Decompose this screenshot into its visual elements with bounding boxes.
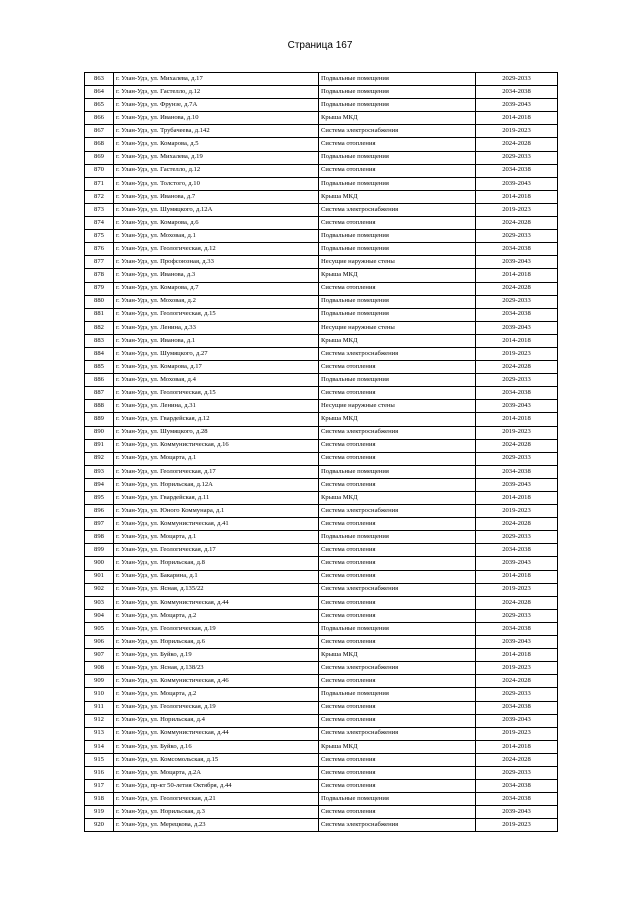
row-number: 911: [85, 701, 114, 714]
row-number: 888: [85, 400, 114, 413]
period-cell: 2039-2043: [476, 321, 558, 334]
address-cell: г. Улан-Удэ, ул. Бакарина, д.1: [114, 570, 319, 583]
address-cell: г. Улан-Удэ, ул. Норильская, д.3: [114, 806, 319, 819]
address-cell: г. Улан-Удэ, ул. Трубачеева, д.142: [114, 125, 319, 138]
row-number: 894: [85, 478, 114, 491]
table-row: [85, 492, 558, 505]
address-cell: г. Улан-Удэ, ул. Фрунзе, д.7А: [114, 99, 319, 112]
period-cell: 2029-2033: [476, 230, 558, 243]
table-row: [85, 400, 558, 413]
period-cell: 2019-2023: [476, 662, 558, 675]
table-row: [85, 557, 558, 570]
table-row: [85, 544, 558, 557]
work-type-cell: Подвальные помещения: [319, 308, 476, 321]
work-type-cell: Система отопления: [319, 387, 476, 400]
period-cell: 2039-2043: [476, 400, 558, 413]
work-type-cell: Подвальные помещения: [319, 531, 476, 544]
row-number: 889: [85, 413, 114, 426]
work-type-cell: Подвальные помещения: [319, 230, 476, 243]
row-number: 916: [85, 766, 114, 779]
row-number: 893: [85, 465, 114, 478]
period-cell: 2029-2033: [476, 73, 558, 86]
row-number: 898: [85, 531, 114, 544]
work-type-cell: Система отопления: [319, 675, 476, 688]
table-row: [85, 649, 558, 662]
period-cell: 2034-2038: [476, 544, 558, 557]
row-number: 912: [85, 714, 114, 727]
table-row: [85, 282, 558, 295]
work-type-cell: Система отопления: [319, 138, 476, 151]
work-type-cell: Подвальные помещения: [319, 793, 476, 806]
period-cell: 2019-2023: [476, 583, 558, 596]
work-type-cell: Система электроснабжения: [319, 426, 476, 439]
table-row: [85, 819, 558, 832]
period-cell: 2014-2018: [476, 649, 558, 662]
work-type-cell: Крыша МКД: [319, 740, 476, 753]
row-number: 892: [85, 452, 114, 465]
table-row: [85, 806, 558, 819]
work-type-cell: Несущие наружные стены: [319, 256, 476, 269]
table-row: [85, 125, 558, 138]
address-cell: г. Улан-Удэ, ул. Иванова, д.1: [114, 334, 319, 347]
period-cell: 2014-2018: [476, 334, 558, 347]
row-number: 882: [85, 321, 114, 334]
period-cell: 2024-2028: [476, 439, 558, 452]
work-type-cell: Система электроснабжения: [319, 203, 476, 216]
period-cell: 2039-2043: [476, 478, 558, 491]
period-cell: 2034-2038: [476, 701, 558, 714]
row-number: 913: [85, 727, 114, 740]
period-cell: 2034-2038: [476, 465, 558, 478]
period-cell: 2034-2038: [476, 164, 558, 177]
row-number: 871: [85, 177, 114, 190]
work-type-cell: Система отопления: [319, 714, 476, 727]
row-number: 914: [85, 740, 114, 753]
address-cell: г. Улан-Удэ, ул. Моцарта, д.1: [114, 452, 319, 465]
address-cell: г. Улан-Удэ, ул. Коммунистическая, д.46: [114, 675, 319, 688]
row-number: 905: [85, 622, 114, 635]
period-cell: 2019-2023: [476, 125, 558, 138]
row-number: 902: [85, 583, 114, 596]
period-cell: 2029-2033: [476, 374, 558, 387]
table-row: [85, 531, 558, 544]
work-type-cell: Крыша МКД: [319, 190, 476, 203]
table-row: [85, 295, 558, 308]
table-row: [85, 230, 558, 243]
work-type-cell: Система электроснабжения: [319, 727, 476, 740]
row-number: 875: [85, 230, 114, 243]
work-type-cell: Подвальные помещения: [319, 374, 476, 387]
row-number: 917: [85, 780, 114, 793]
table-row: [85, 439, 558, 452]
work-type-cell: Система отопления: [319, 766, 476, 779]
work-type-cell: Система отопления: [319, 753, 476, 766]
address-cell: г. Улан-Удэ, пр-кт 50-летия Октября, д.44: [114, 780, 319, 793]
work-type-cell: Система отопления: [319, 570, 476, 583]
address-cell: г. Улан-Удэ, ул. Коммунистическая, д.41: [114, 518, 319, 531]
work-type-cell: Крыша МКД: [319, 269, 476, 282]
period-cell: 2024-2028: [476, 596, 558, 609]
table-row: [85, 583, 558, 596]
work-type-cell: Несущие наружные стены: [319, 400, 476, 413]
row-number: 904: [85, 609, 114, 622]
period-cell: 2039-2043: [476, 806, 558, 819]
row-number: 865: [85, 99, 114, 112]
address-cell: г. Улан-Удэ, ул. Гастелло, д.12: [114, 86, 319, 99]
row-number: 873: [85, 203, 114, 216]
table-row: [85, 151, 558, 164]
row-number: 877: [85, 256, 114, 269]
row-number: 869: [85, 151, 114, 164]
work-type-cell: Крыша МКД: [319, 492, 476, 505]
work-type-cell: Подвальные помещения: [319, 688, 476, 701]
work-type-cell: Крыша МКД: [319, 334, 476, 347]
address-cell: г. Улан-Удэ, ул. Геологическая, д.15: [114, 387, 319, 400]
address-cell: г. Улан-Удэ, ул. Норильская, д.6: [114, 636, 319, 649]
period-cell: 2019-2023: [476, 819, 558, 832]
address-cell: г. Улан-Удэ, ул. Михалева, д.19: [114, 151, 319, 164]
work-type-cell: Подвальные помещения: [319, 243, 476, 256]
row-number: 883: [85, 334, 114, 347]
address-cell: г. Улан-Удэ, ул. Комарова, д.17: [114, 361, 319, 374]
row-number: 868: [85, 138, 114, 151]
table-row: [85, 662, 558, 675]
work-type-cell: Система электроснабжения: [319, 125, 476, 138]
row-number: 890: [85, 426, 114, 439]
work-type-cell: Система электроснабжения: [319, 505, 476, 518]
table-row: [85, 780, 558, 793]
row-number: 901: [85, 570, 114, 583]
table-row: [85, 190, 558, 203]
work-type-cell: Подвальные помещения: [319, 177, 476, 190]
table-row: [85, 321, 558, 334]
address-cell: г. Улан-Удэ, ул. Ленина, д.33: [114, 321, 319, 334]
table-row: [85, 269, 558, 282]
address-cell: г. Улан-Удэ, ул. Толстого, д.10: [114, 177, 319, 190]
period-cell: 2034-2038: [476, 387, 558, 400]
table-row: [85, 701, 558, 714]
address-cell: г. Улан-Удэ, ул. Коммунистическая, д.44: [114, 596, 319, 609]
address-cell: г. Улан-Удэ, ул. Геологическая, д.19: [114, 622, 319, 635]
table-row: [85, 177, 558, 190]
address-cell: г. Улан-Удэ, ул. Моцарта, д.2: [114, 688, 319, 701]
address-cell: г. Улан-Удэ, ул. Коммунистическая, д.44: [114, 727, 319, 740]
row-number: 884: [85, 347, 114, 360]
period-cell: 2034-2038: [476, 86, 558, 99]
address-cell: г. Улан-Удэ, ул. Ленина, д.31: [114, 400, 319, 413]
period-cell: 2014-2018: [476, 413, 558, 426]
table-row: [85, 426, 558, 439]
table-row: [85, 596, 558, 609]
work-type-cell: Система отопления: [319, 282, 476, 295]
table-row: [85, 99, 558, 112]
table-row: [85, 308, 558, 321]
period-cell: 2019-2023: [476, 505, 558, 518]
period-cell: 2024-2028: [476, 518, 558, 531]
table-row: [85, 753, 558, 766]
period-cell: 2024-2028: [476, 753, 558, 766]
period-cell: 2039-2043: [476, 256, 558, 269]
row-number: 864: [85, 86, 114, 99]
table-row: [85, 361, 558, 374]
address-cell: г. Улан-Удэ, ул. Гвардейская, д.11: [114, 492, 319, 505]
address-cell: г. Улан-Удэ, ул. Геологическая, д.12: [114, 243, 319, 256]
work-type-cell: Система отопления: [319, 439, 476, 452]
address-cell: г. Улан-Удэ, ул. Моцарта, д.1: [114, 531, 319, 544]
row-number: 895: [85, 492, 114, 505]
address-cell: г. Улан-Удэ, ул. Геологическая, д.21: [114, 793, 319, 806]
row-number: 863: [85, 73, 114, 86]
registry-table: [84, 72, 558, 832]
table-row: [85, 465, 558, 478]
row-number: 906: [85, 636, 114, 649]
address-cell: г. Улан-Удэ, ул. Мерецкова, д.23: [114, 819, 319, 832]
address-cell: г. Улан-Удэ, ул. Ясная, д.138/23: [114, 662, 319, 675]
work-type-cell: Система отопления: [319, 217, 476, 230]
period-cell: 2019-2023: [476, 426, 558, 439]
table-row: [85, 256, 558, 269]
work-type-cell: Подвальные помещения: [319, 622, 476, 635]
row-number: 879: [85, 282, 114, 295]
row-number: 886: [85, 374, 114, 387]
address-cell: г. Улан-Удэ, ул. Михалева, д.17: [114, 73, 319, 86]
address-cell: г. Улан-Удэ, ул. Гвардейская, д.12: [114, 413, 319, 426]
work-type-cell: Подвальные помещения: [319, 99, 476, 112]
address-cell: г. Улан-Удэ, ул. Геологическая, д.17: [114, 465, 319, 478]
page-title: Страница 167: [287, 40, 353, 51]
work-type-cell: Система электроснабжения: [319, 662, 476, 675]
address-cell: г. Улан-Удэ, ул. Иванова, д.3: [114, 269, 319, 282]
row-number: 887: [85, 387, 114, 400]
work-type-cell: Система отопления: [319, 609, 476, 622]
work-type-cell: Система отопления: [319, 518, 476, 531]
period-cell: 2029-2033: [476, 609, 558, 622]
work-type-cell: Подвальные помещения: [319, 465, 476, 478]
period-cell: 2039-2043: [476, 636, 558, 649]
work-type-cell: Система отопления: [319, 557, 476, 570]
address-cell: г. Улан-Удэ, ул. Буйко, д.19: [114, 649, 319, 662]
address-cell: г. Улан-Удэ, ул. Геологическая, д.15: [114, 308, 319, 321]
table-row: [85, 636, 558, 649]
work-type-cell: Система отопления: [319, 636, 476, 649]
work-type-cell: Система электроснабжения: [319, 347, 476, 360]
table-row: [85, 138, 558, 151]
period-cell: 2019-2023: [476, 727, 558, 740]
table-row: [85, 334, 558, 347]
address-cell: г. Улан-Удэ, ул. Комсомольская, д.15: [114, 753, 319, 766]
row-number: 903: [85, 596, 114, 609]
work-type-cell: Подвальные помещения: [319, 151, 476, 164]
address-cell: г. Улан-Удэ, ул. Профсоюзная, д.33: [114, 256, 319, 269]
work-type-cell: Система отопления: [319, 544, 476, 557]
address-cell: г. Улан-Удэ, ул. Норильская, д.4: [114, 714, 319, 727]
row-number: 876: [85, 243, 114, 256]
period-cell: 2039-2043: [476, 99, 558, 112]
period-cell: 2014-2018: [476, 190, 558, 203]
table-row: [85, 766, 558, 779]
address-cell: г. Улан-Удэ, ул. Комарова, д.5: [114, 138, 319, 151]
period-cell: 2014-2018: [476, 740, 558, 753]
table-row: [85, 203, 558, 216]
table-row: [85, 73, 558, 86]
table-row: [85, 727, 558, 740]
period-cell: 2019-2023: [476, 347, 558, 360]
table-row: [85, 217, 558, 230]
row-number: 899: [85, 544, 114, 557]
period-cell: 2029-2033: [476, 452, 558, 465]
address-cell: г. Улан-Удэ, ул. Юного Коммунара, д.1: [114, 505, 319, 518]
work-type-cell: Несущие наружные стены: [319, 321, 476, 334]
row-number: 867: [85, 125, 114, 138]
address-cell: г. Улан-Удэ, ул. Гастелло, д.12: [114, 164, 319, 177]
row-number: 918: [85, 793, 114, 806]
row-number: 896: [85, 505, 114, 518]
period-cell: 2034-2038: [476, 780, 558, 793]
row-number: 885: [85, 361, 114, 374]
row-number: 866: [85, 112, 114, 125]
address-cell: г. Улан-Удэ, ул. Иванова, д.10: [114, 112, 319, 125]
work-type-cell: Система электроснабжения: [319, 583, 476, 596]
work-type-cell: Подвальные помещения: [319, 295, 476, 308]
period-cell: 2014-2018: [476, 492, 558, 505]
period-cell: 2024-2028: [476, 361, 558, 374]
table-row: [85, 688, 558, 701]
table-row: [85, 478, 558, 491]
table-row: [85, 387, 558, 400]
period-cell: 2039-2043: [476, 557, 558, 570]
work-type-cell: Система отопления: [319, 596, 476, 609]
table-row: [85, 452, 558, 465]
row-number: 910: [85, 688, 114, 701]
row-number: 915: [85, 753, 114, 766]
table-row: [85, 675, 558, 688]
table-row: [85, 505, 558, 518]
row-number: 907: [85, 649, 114, 662]
work-type-cell: Подвальные помещения: [319, 73, 476, 86]
row-number: 872: [85, 190, 114, 203]
address-cell: г. Улан-Удэ, ул. Моховая, д.4: [114, 374, 319, 387]
row-number: 919: [85, 806, 114, 819]
table-row: [85, 413, 558, 426]
table-row: [85, 243, 558, 256]
table-row: [85, 86, 558, 99]
period-cell: 2024-2028: [476, 217, 558, 230]
period-cell: 2029-2033: [476, 531, 558, 544]
work-type-cell: Система отопления: [319, 361, 476, 374]
row-number: 900: [85, 557, 114, 570]
table-row: [85, 570, 558, 583]
row-number: 891: [85, 439, 114, 452]
address-cell: г. Улан-Удэ, ул. Норильская, д.8: [114, 557, 319, 570]
table-row: [85, 609, 558, 622]
address-cell: г. Улан-Удэ, ул. Комарова, д.7: [114, 282, 319, 295]
address-cell: г. Улан-Удэ, ул. Коммунистическая, д.16: [114, 439, 319, 452]
period-cell: 2024-2028: [476, 675, 558, 688]
period-cell: 2034-2038: [476, 308, 558, 321]
period-cell: 2029-2033: [476, 295, 558, 308]
row-number: 878: [85, 269, 114, 282]
table-row: [85, 740, 558, 753]
address-cell: г. Улан-Удэ, ул. Шумяцкого, д.12А: [114, 203, 319, 216]
work-type-cell: Система отопления: [319, 806, 476, 819]
table-row: [85, 347, 558, 360]
period-cell: 2039-2043: [476, 177, 558, 190]
table-row: [85, 622, 558, 635]
row-number: 909: [85, 675, 114, 688]
table-row: [85, 518, 558, 531]
address-cell: г. Улан-Удэ, ул. Ясная, д.135/22: [114, 583, 319, 596]
period-cell: 2029-2033: [476, 766, 558, 779]
period-cell: 2019-2023: [476, 203, 558, 216]
work-type-cell: Система отопления: [319, 780, 476, 793]
address-cell: г. Улан-Удэ, ул. Моховая, д.2: [114, 295, 319, 308]
period-cell: 2029-2033: [476, 688, 558, 701]
work-type-cell: Система отопления: [319, 164, 476, 177]
row-number: 870: [85, 164, 114, 177]
period-cell: 2014-2018: [476, 570, 558, 583]
table-row: [85, 164, 558, 177]
period-cell: 2024-2028: [476, 138, 558, 151]
work-type-cell: Система отопления: [319, 701, 476, 714]
period-cell: 2024-2028: [476, 282, 558, 295]
address-cell: г. Улан-Удэ, ул. Шумяцкого, д.27: [114, 347, 319, 360]
work-type-cell: Крыша МКД: [319, 413, 476, 426]
work-type-cell: Система электроснабжения: [319, 819, 476, 832]
address-cell: г. Улан-Удэ, ул. Шумяцкого, д.28: [114, 426, 319, 439]
address-cell: г. Улан-Удэ, ул. Моховая, д.1: [114, 230, 319, 243]
period-cell: 2034-2038: [476, 243, 558, 256]
row-number: 908: [85, 662, 114, 675]
address-cell: г. Улан-Удэ, ул. Моцарта, д.2А: [114, 766, 319, 779]
address-cell: г. Улан-Удэ, ул. Геологическая, д.19: [114, 701, 319, 714]
work-type-cell: Подвальные помещения: [319, 86, 476, 99]
period-cell: 2029-2033: [476, 151, 558, 164]
address-cell: г. Улан-Удэ, ул. Комарова, д.6: [114, 217, 319, 230]
period-cell: 2034-2038: [476, 793, 558, 806]
table-row: [85, 714, 558, 727]
table-row: [85, 112, 558, 125]
address-cell: г. Улан-Удэ, ул. Буйко, д.16: [114, 740, 319, 753]
row-number: 920: [85, 819, 114, 832]
period-cell: 2034-2038: [476, 622, 558, 635]
table-row: [85, 793, 558, 806]
row-number: 897: [85, 518, 114, 531]
period-cell: 2014-2018: [476, 269, 558, 282]
period-cell: 2014-2018: [476, 112, 558, 125]
registry-table-body: [85, 73, 558, 832]
row-number: 880: [85, 295, 114, 308]
address-cell: г. Улан-Удэ, ул. Моцарта, д.2: [114, 609, 319, 622]
table-row: [85, 374, 558, 387]
work-type-cell: Система отопления: [319, 452, 476, 465]
work-type-cell: Крыша МКД: [319, 112, 476, 125]
period-cell: 2039-2043: [476, 714, 558, 727]
address-cell: г. Улан-Удэ, ул. Геологическая, д.17: [114, 544, 319, 557]
address-cell: г. Улан-Удэ, ул. Иванова, д.7: [114, 190, 319, 203]
address-cell: г. Улан-Удэ, ул. Норильская, д.12А: [114, 478, 319, 491]
row-number: 881: [85, 308, 114, 321]
row-number: 874: [85, 217, 114, 230]
work-type-cell: Система отопления: [319, 478, 476, 491]
work-type-cell: Крыша МКД: [319, 649, 476, 662]
